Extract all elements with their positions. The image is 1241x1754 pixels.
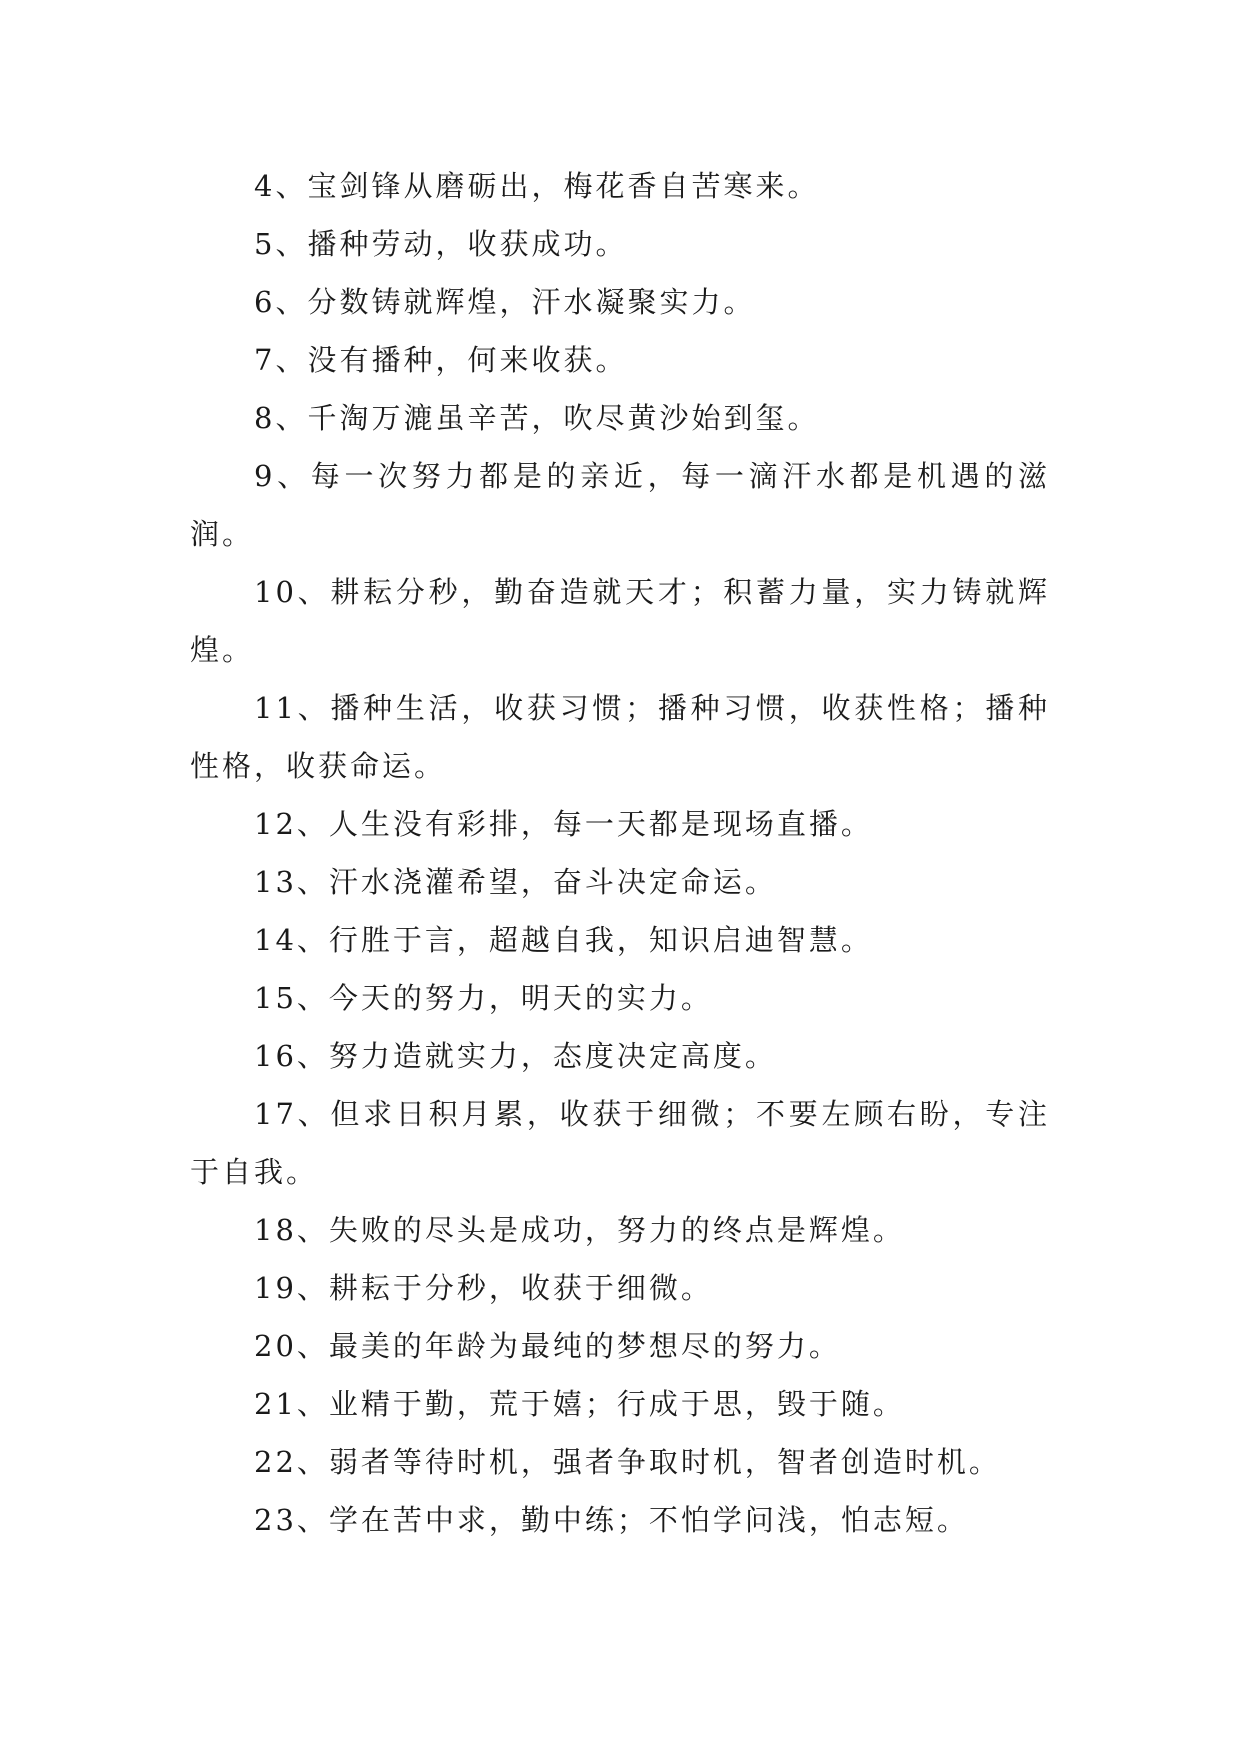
- list-item: 18、失败的尽头是成功，努力的终点是辉煌。: [254, 1213, 905, 1247]
- list-item: 23、学在苦中求，勤中练；不怕学问浅，怕志短。: [254, 1503, 969, 1537]
- list-item: 20、最美的年龄为最纯的梦想尽的努力。: [254, 1329, 841, 1363]
- list-item: 6、分数铸就辉煌，汗水凝聚实力。: [254, 285, 756, 319]
- list-item: 13、汗水浇灌希望，奋斗决定命运。: [254, 865, 777, 899]
- list-item: 14、行胜于言，超越自我，知识启迪智慧。: [254, 923, 873, 957]
- list-item: 4、宝剑锋从磨砺出，梅花香自苦寒来。: [254, 169, 820, 203]
- quote-list: [190, 157, 1050, 1549]
- list-item: 9、每一次努力都是的亲近，每一滴汗水都是机遇的滋润。: [190, 459, 1050, 551]
- list-item: 8、千淘万漉虽辛苦，吹尽黄沙始到玺。: [254, 401, 820, 435]
- list-item: 11、播种生活，收获习惯；播种习惯，收获性格；播种性格，收获命运。: [190, 691, 1050, 783]
- list-item: 12、人生没有彩排，每一天都是现场直播。: [254, 807, 873, 841]
- list-item: 19、耕耘于分秒，收获于细微。: [254, 1271, 713, 1305]
- list-item: 5、播种劳动，收获成功。: [254, 227, 628, 261]
- list-item: 22、弱者等待时机，强者争取时机，智者创造时机。: [254, 1445, 1001, 1479]
- list-item: 10、耕耘分秒，勤奋造就天才；积蓄力量，实力铸就辉煌。: [190, 575, 1050, 667]
- list-item: 21、业精于勤，荒于嬉；行成于思，毁于随。: [254, 1387, 905, 1421]
- list-item: 16、努力造就实力，态度决定高度。: [254, 1039, 777, 1073]
- list-item: 7、没有播种，何来收获。: [254, 343, 628, 377]
- list-item: 15、今天的努力，明天的实力。: [254, 981, 713, 1015]
- list-item: 17、但求日积月累，收获于细微；不要左顾右盼，专注于自我。: [190, 1097, 1050, 1189]
